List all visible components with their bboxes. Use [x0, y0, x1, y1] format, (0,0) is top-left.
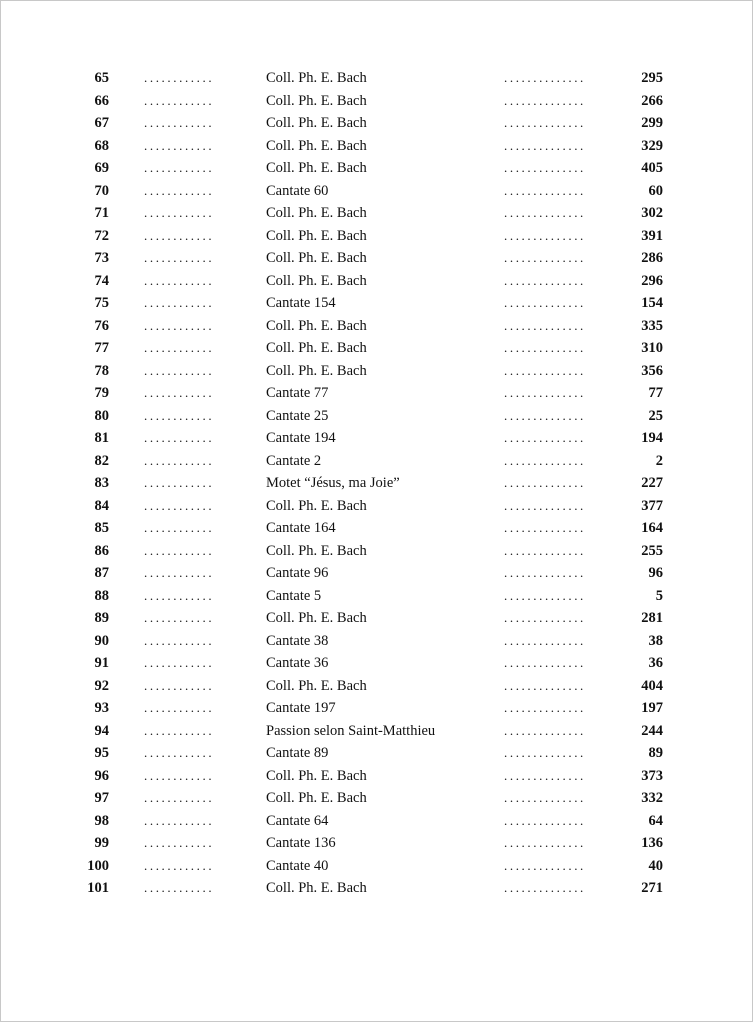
page-number: 77	[648, 385, 663, 401]
source-title: Coll. Ph. E. Bach	[266, 227, 367, 244]
table-row	[1, 157, 755, 180]
chorale-number: 77	[94, 340, 109, 356]
page-number: 164	[641, 520, 663, 536]
table-row	[1, 630, 755, 653]
chorale-number: 66	[94, 92, 109, 109]
dot-leader: ..............	[504, 655, 586, 670]
source-title: Cantate 96	[266, 565, 329, 581]
chorale-number: 97	[94, 790, 109, 806]
dot-leader: ............	[144, 182, 215, 198]
page-number: 295	[641, 70, 663, 86]
table-row	[1, 562, 755, 585]
chorale-number: 71	[94, 205, 109, 221]
chorale-number: 82	[94, 452, 109, 469]
table-row	[1, 202, 755, 225]
dot-leader: ..............	[504, 317, 586, 333]
chorale-number: 98	[94, 812, 109, 829]
chorale-number: 68	[94, 137, 109, 154]
page-number: 25	[648, 407, 663, 424]
chorale-number: 92	[94, 677, 109, 694]
source-title: Coll. Ph. E. Bach	[266, 362, 367, 379]
chorale-number: 87	[94, 565, 109, 581]
dot-leader: ............	[144, 295, 215, 310]
page-number: 36	[648, 655, 663, 671]
dot-leader: ............	[144, 430, 215, 445]
page-number: 405	[641, 160, 663, 176]
page-number: 391	[641, 227, 663, 244]
page-number: 286	[641, 250, 663, 266]
dot-leader: ............	[144, 115, 215, 130]
dot-leader: ..............	[504, 407, 586, 423]
source-title: Cantate 197	[266, 700, 336, 716]
chorale-number: 72	[94, 227, 109, 244]
dot-leader: ............	[144, 745, 215, 760]
chorale-number: 67	[94, 115, 109, 131]
dot-leader: ............	[144, 227, 215, 243]
page-number: 38	[648, 632, 663, 649]
chorale-number: 91	[94, 655, 109, 671]
table-row	[1, 517, 755, 540]
chorale-number: 96	[94, 767, 109, 784]
source-title: Cantate 36	[266, 655, 329, 671]
source-title: Cantate 164	[266, 520, 336, 536]
dot-leader: ............	[144, 475, 215, 490]
dot-leader: ............	[144, 722, 215, 738]
dot-leader: ..............	[504, 385, 586, 400]
page-number: 255	[641, 542, 663, 559]
dot-leader: ..............	[504, 452, 586, 468]
page-number: 40	[648, 857, 663, 874]
source-title: Cantate 60	[266, 182, 329, 199]
chorale-number: 76	[94, 317, 109, 334]
dot-leader: ............	[144, 317, 215, 333]
dot-leader: ..............	[504, 520, 586, 535]
chorale-number: 101	[87, 880, 109, 896]
page-number: 89	[648, 745, 663, 761]
page-number: 377	[641, 497, 663, 514]
dot-leader: ............	[144, 340, 215, 355]
source-title: Coll. Ph. E. Bach	[266, 767, 367, 784]
page-number: 356	[641, 362, 663, 379]
index-table	[1, 67, 755, 900]
dot-leader: ............	[144, 677, 215, 693]
source-title: Coll. Ph. E. Bach	[266, 160, 367, 176]
page-number: 64	[648, 812, 663, 829]
source-title: Coll. Ph. E. Bach	[266, 272, 367, 289]
source-title: Cantate 2	[266, 452, 322, 469]
dot-leader: ..............	[504, 115, 586, 130]
chorale-number: 88	[94, 587, 109, 604]
source-title: Cantate 154	[266, 295, 336, 311]
dot-leader: ..............	[504, 700, 586, 715]
dot-leader: ............	[144, 565, 215, 580]
table-row	[1, 675, 755, 698]
source-title: Coll. Ph. E. Bach	[266, 340, 367, 356]
table-row	[1, 742, 755, 765]
source-title: Coll. Ph. E. Bach	[266, 677, 367, 694]
table-row	[1, 270, 755, 293]
table-row	[1, 427, 755, 450]
chorale-number: 86	[94, 542, 109, 559]
source-title: Coll. Ph. E. Bach	[266, 542, 367, 559]
table-row	[1, 540, 755, 563]
page-number: 332	[641, 790, 663, 806]
dot-leader: ............	[144, 520, 215, 535]
table-row	[1, 585, 755, 608]
table-row	[1, 247, 755, 270]
page-number: 299	[641, 115, 663, 131]
table-row	[1, 405, 755, 428]
table-row	[1, 720, 755, 743]
dot-leader: ............	[144, 407, 215, 423]
dot-leader: ..............	[504, 857, 586, 873]
dot-leader: ............	[144, 610, 215, 625]
table-row	[1, 382, 755, 405]
dot-leader: ............	[144, 767, 215, 783]
source-title: Coll. Ph. E. Bach	[266, 92, 367, 109]
dot-leader: ..............	[504, 160, 586, 175]
table-row	[1, 855, 755, 878]
source-title: Cantate 40	[266, 857, 329, 874]
chorale-number: 80	[94, 407, 109, 424]
table-row	[1, 67, 755, 90]
chorale-number: 74	[94, 272, 109, 289]
source-title: Coll. Ph. E. Bach	[266, 250, 367, 266]
table-row	[1, 292, 755, 315]
page-number: 266	[641, 92, 663, 109]
page-number: 271	[641, 880, 663, 896]
table-row	[1, 180, 755, 203]
dot-leader: ..............	[504, 587, 586, 603]
page-number: 335	[641, 317, 663, 334]
dot-leader: ..............	[504, 430, 586, 445]
table-row	[1, 832, 755, 855]
chorale-number: 89	[94, 610, 109, 626]
table-row	[1, 337, 755, 360]
dot-leader: ..............	[504, 295, 586, 310]
chorale-number: 73	[94, 250, 109, 266]
table-row	[1, 315, 755, 338]
source-title: Coll. Ph. E. Bach	[266, 115, 367, 131]
dot-leader: ............	[144, 70, 215, 85]
dot-leader: ............	[144, 205, 215, 220]
dot-leader: ..............	[504, 880, 586, 895]
source-title: Coll. Ph. E. Bach	[266, 610, 367, 626]
dot-leader: ..............	[504, 565, 586, 580]
page-number: 136	[641, 835, 663, 851]
source-title: Cantate 194	[266, 430, 336, 446]
page-number: 197	[641, 700, 663, 716]
table-row	[1, 225, 755, 248]
chorale-number: 90	[94, 632, 109, 649]
page-number: 310	[641, 340, 663, 356]
page-number: 96	[648, 565, 663, 581]
chorale-number: 100	[87, 857, 109, 874]
source-title: Coll. Ph. E. Bach	[266, 497, 367, 514]
chorale-number: 75	[94, 295, 109, 311]
dot-leader: ............	[144, 857, 215, 873]
chorale-number: 95	[94, 745, 109, 761]
dot-leader: ..............	[504, 227, 586, 243]
dot-leader: ............	[144, 790, 215, 805]
chorale-number: 78	[94, 362, 109, 379]
table-row	[1, 877, 755, 900]
dot-leader: ............	[144, 835, 215, 850]
dot-leader: ..............	[504, 722, 586, 738]
dot-leader: ..............	[504, 272, 586, 288]
page-number: 60	[648, 182, 663, 199]
table-row	[1, 112, 755, 135]
dot-leader: ............	[144, 542, 215, 558]
source-title: Coll. Ph. E. Bach	[266, 880, 367, 896]
chorale-number: 69	[94, 160, 109, 176]
page-number: 154	[641, 295, 663, 311]
dot-leader: ............	[144, 700, 215, 715]
dot-leader: ..............	[504, 745, 586, 760]
table-row	[1, 450, 755, 473]
source-title: Cantate 38	[266, 632, 329, 649]
dot-leader: ............	[144, 137, 215, 153]
source-title: Motet “Jésus, ma Joie”	[266, 475, 400, 491]
dot-leader: ............	[144, 272, 215, 288]
table-row	[1, 652, 755, 675]
source-title: Cantate 64	[266, 812, 329, 829]
dot-leader: ............	[144, 880, 215, 895]
chorale-number: 70	[94, 182, 109, 199]
page-number: 2	[655, 452, 663, 469]
table-row	[1, 810, 755, 833]
dot-leader: ..............	[504, 677, 586, 693]
source-title: Passion selon Saint-Matthieu	[266, 722, 436, 739]
chorale-number: 99	[94, 835, 109, 851]
dot-leader: ............	[144, 362, 215, 378]
source-title: Cantate 5	[266, 587, 322, 604]
page-number: 373	[641, 767, 663, 784]
chorale-number: 79	[94, 385, 109, 401]
table-row	[1, 472, 755, 495]
page-number: 244	[641, 722, 663, 739]
chorale-number: 93	[94, 700, 109, 716]
dot-leader: ..............	[504, 92, 586, 108]
table-row	[1, 765, 755, 788]
dot-leader: ............	[144, 587, 215, 603]
dot-leader: ............	[144, 812, 215, 828]
dot-leader: ..............	[504, 362, 586, 378]
source-title: Cantate 89	[266, 745, 329, 761]
table-row	[1, 607, 755, 630]
source-title: Cantate 136	[266, 835, 336, 851]
dot-leader: ..............	[504, 767, 586, 783]
page-number: 5	[655, 587, 663, 604]
dot-leader: ..............	[504, 812, 586, 828]
dot-leader: ............	[144, 452, 215, 468]
table-row	[1, 787, 755, 810]
dot-leader: ..............	[504, 542, 586, 558]
dot-leader: ..............	[504, 790, 586, 805]
dot-leader: ..............	[504, 340, 586, 355]
dot-leader: ............	[144, 655, 215, 670]
page-number: 281	[641, 610, 663, 626]
source-title: Coll. Ph. E. Bach	[266, 205, 367, 221]
page-number: 404	[641, 677, 663, 694]
dot-leader: ..............	[504, 205, 586, 220]
dot-leader: ..............	[504, 610, 586, 625]
page-number: 296	[641, 272, 663, 289]
table-row	[1, 495, 755, 518]
dot-leader: ..............	[504, 70, 586, 85]
dot-leader: ............	[144, 497, 215, 513]
dot-leader: ............	[144, 160, 215, 175]
page-number: 227	[641, 475, 663, 491]
chorale-number: 65	[94, 70, 109, 86]
chorale-number: 84	[94, 497, 109, 514]
chorale-number: 94	[94, 722, 109, 739]
dot-leader: ............	[144, 92, 215, 108]
dot-leader: ..............	[504, 182, 586, 198]
table-row	[1, 360, 755, 383]
source-title: Coll. Ph. E. Bach	[266, 137, 367, 154]
chorale-number: 85	[94, 520, 109, 536]
source-title: Cantate 25	[266, 407, 329, 424]
source-title: Cantate 77	[266, 385, 329, 401]
dot-leader: ..............	[504, 250, 586, 265]
table-row	[1, 697, 755, 720]
page-number: 329	[641, 137, 663, 154]
dot-leader: ..............	[504, 632, 586, 648]
chorale-number: 83	[94, 475, 109, 491]
source-title: Coll. Ph. E. Bach	[266, 790, 367, 806]
table-row	[1, 90, 755, 113]
dot-leader: ..............	[504, 137, 586, 153]
dot-leader: ............	[144, 632, 215, 648]
dot-leader: ............	[144, 250, 215, 265]
source-title: Coll. Ph. E. Bach	[266, 317, 367, 334]
page-number: 302	[641, 205, 663, 221]
page-number: 194	[641, 430, 663, 446]
dot-leader: ..............	[504, 475, 586, 490]
table-row	[1, 135, 755, 158]
chorale-number: 81	[94, 430, 109, 446]
dot-leader: ............	[144, 385, 215, 400]
dot-leader: ..............	[504, 497, 586, 513]
dot-leader: ..............	[504, 835, 586, 850]
source-title: Coll. Ph. E. Bach	[266, 70, 367, 86]
